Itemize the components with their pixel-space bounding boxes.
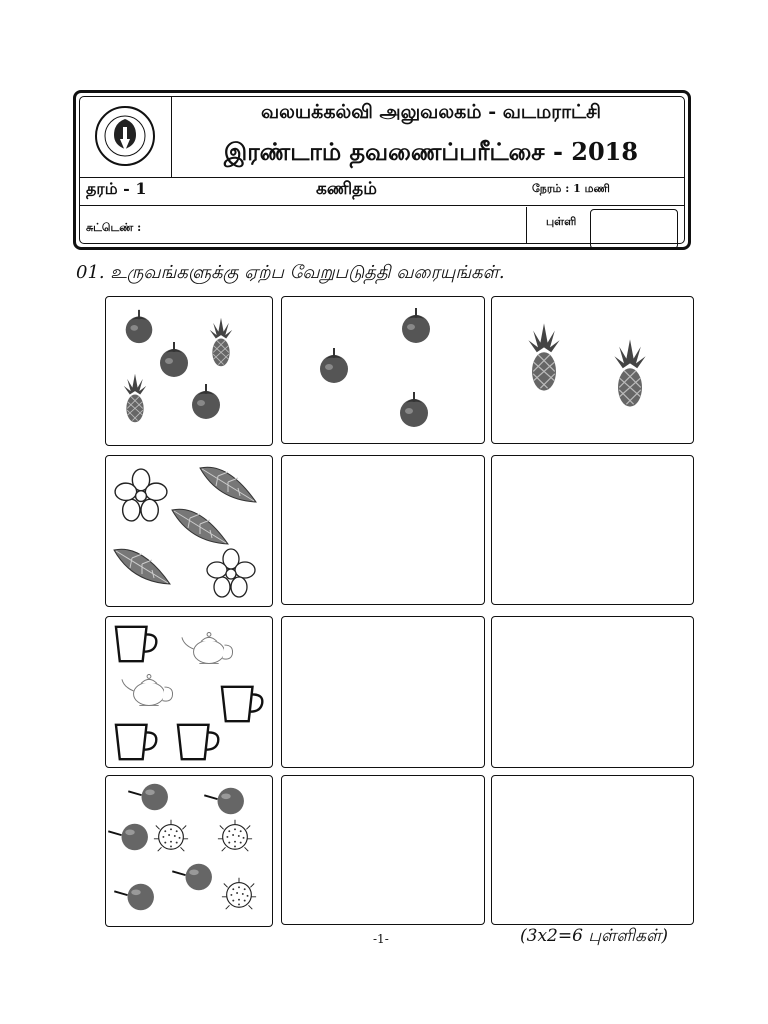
pineapple-icon [208,315,234,369]
wood-apple-icon [126,780,174,814]
logo-cell [80,97,172,177]
row2-group-b-box[interactable] [491,455,694,605]
mangosteen-icon [186,381,226,421]
row1-group-a-box[interactable] [281,296,485,444]
leaf-icon [112,544,172,588]
mangosteen-icon [396,305,436,345]
grade-label: தரம் - 1 [86,179,147,198]
total-marks: (3x2=6 புள்ளிகள்) [520,926,668,946]
exam-header [73,90,691,250]
question-text: உருவங்களுக்கு ஏற்ப வேறுபடுத்தி வரையுங்கள். [110,262,505,283]
pineapple-icon [526,321,562,393]
row3-group-a-box[interactable] [281,616,485,768]
exam-title: இரண்டாம் தவணைப்பரீட்சை - 2018 [223,137,639,166]
header-divider-1 [80,177,684,178]
row4-group-a-box[interactable] [281,775,485,925]
row2-group-a-box[interactable] [281,455,485,605]
row4-source-box [105,775,273,927]
header-vertical-divider [526,207,527,243]
marks-label: புள்ளி [546,215,577,228]
time-label: நேரம் : 1 மணி [532,182,610,195]
subject-label: கணிதம் [316,179,377,199]
flower-icon [114,468,168,522]
mangosteen-icon [154,339,194,379]
question-line [76,262,505,285]
rambutan-icon [152,816,190,854]
header-divider-2 [80,205,684,206]
wood-apple-icon [170,860,218,894]
row4-group-b-box[interactable] [491,775,694,925]
cup-icon [112,721,160,763]
marks-entry-box[interactable] [590,209,678,249]
flower-icon [206,548,256,598]
cup-icon [218,683,266,725]
row1-group-b-box[interactable] [491,296,694,444]
mangosteen-icon [394,389,434,429]
leaf-icon [198,462,258,506]
teapot-icon [120,669,178,709]
cup-icon [112,623,160,665]
pineapple-icon [612,337,648,409]
wood-apple-icon [112,880,160,914]
wood-apple-icon [202,784,250,818]
leaf-icon [170,504,230,548]
mangosteen-icon [314,345,354,385]
question-number: 01. [76,262,105,283]
mangosteen-icon [120,307,158,345]
rambutan-icon [220,874,258,912]
wood-apple-icon [106,820,154,854]
pineapple-icon [122,371,148,425]
index-number-label: சுட்டெண் : [86,221,142,234]
office-title: வலயக்கல்வி அலுவலகம் - வடமராட்சி [260,101,602,123]
teapot-icon [180,627,238,667]
rambutan-icon [216,816,254,854]
cup-icon [174,721,222,763]
row2-source-box [105,455,273,607]
row3-source-box [105,616,273,768]
page-number: -1- [373,932,389,946]
education-office-logo-icon [94,105,156,167]
row3-group-b-box[interactable] [491,616,694,768]
row1-source-box [105,296,273,446]
